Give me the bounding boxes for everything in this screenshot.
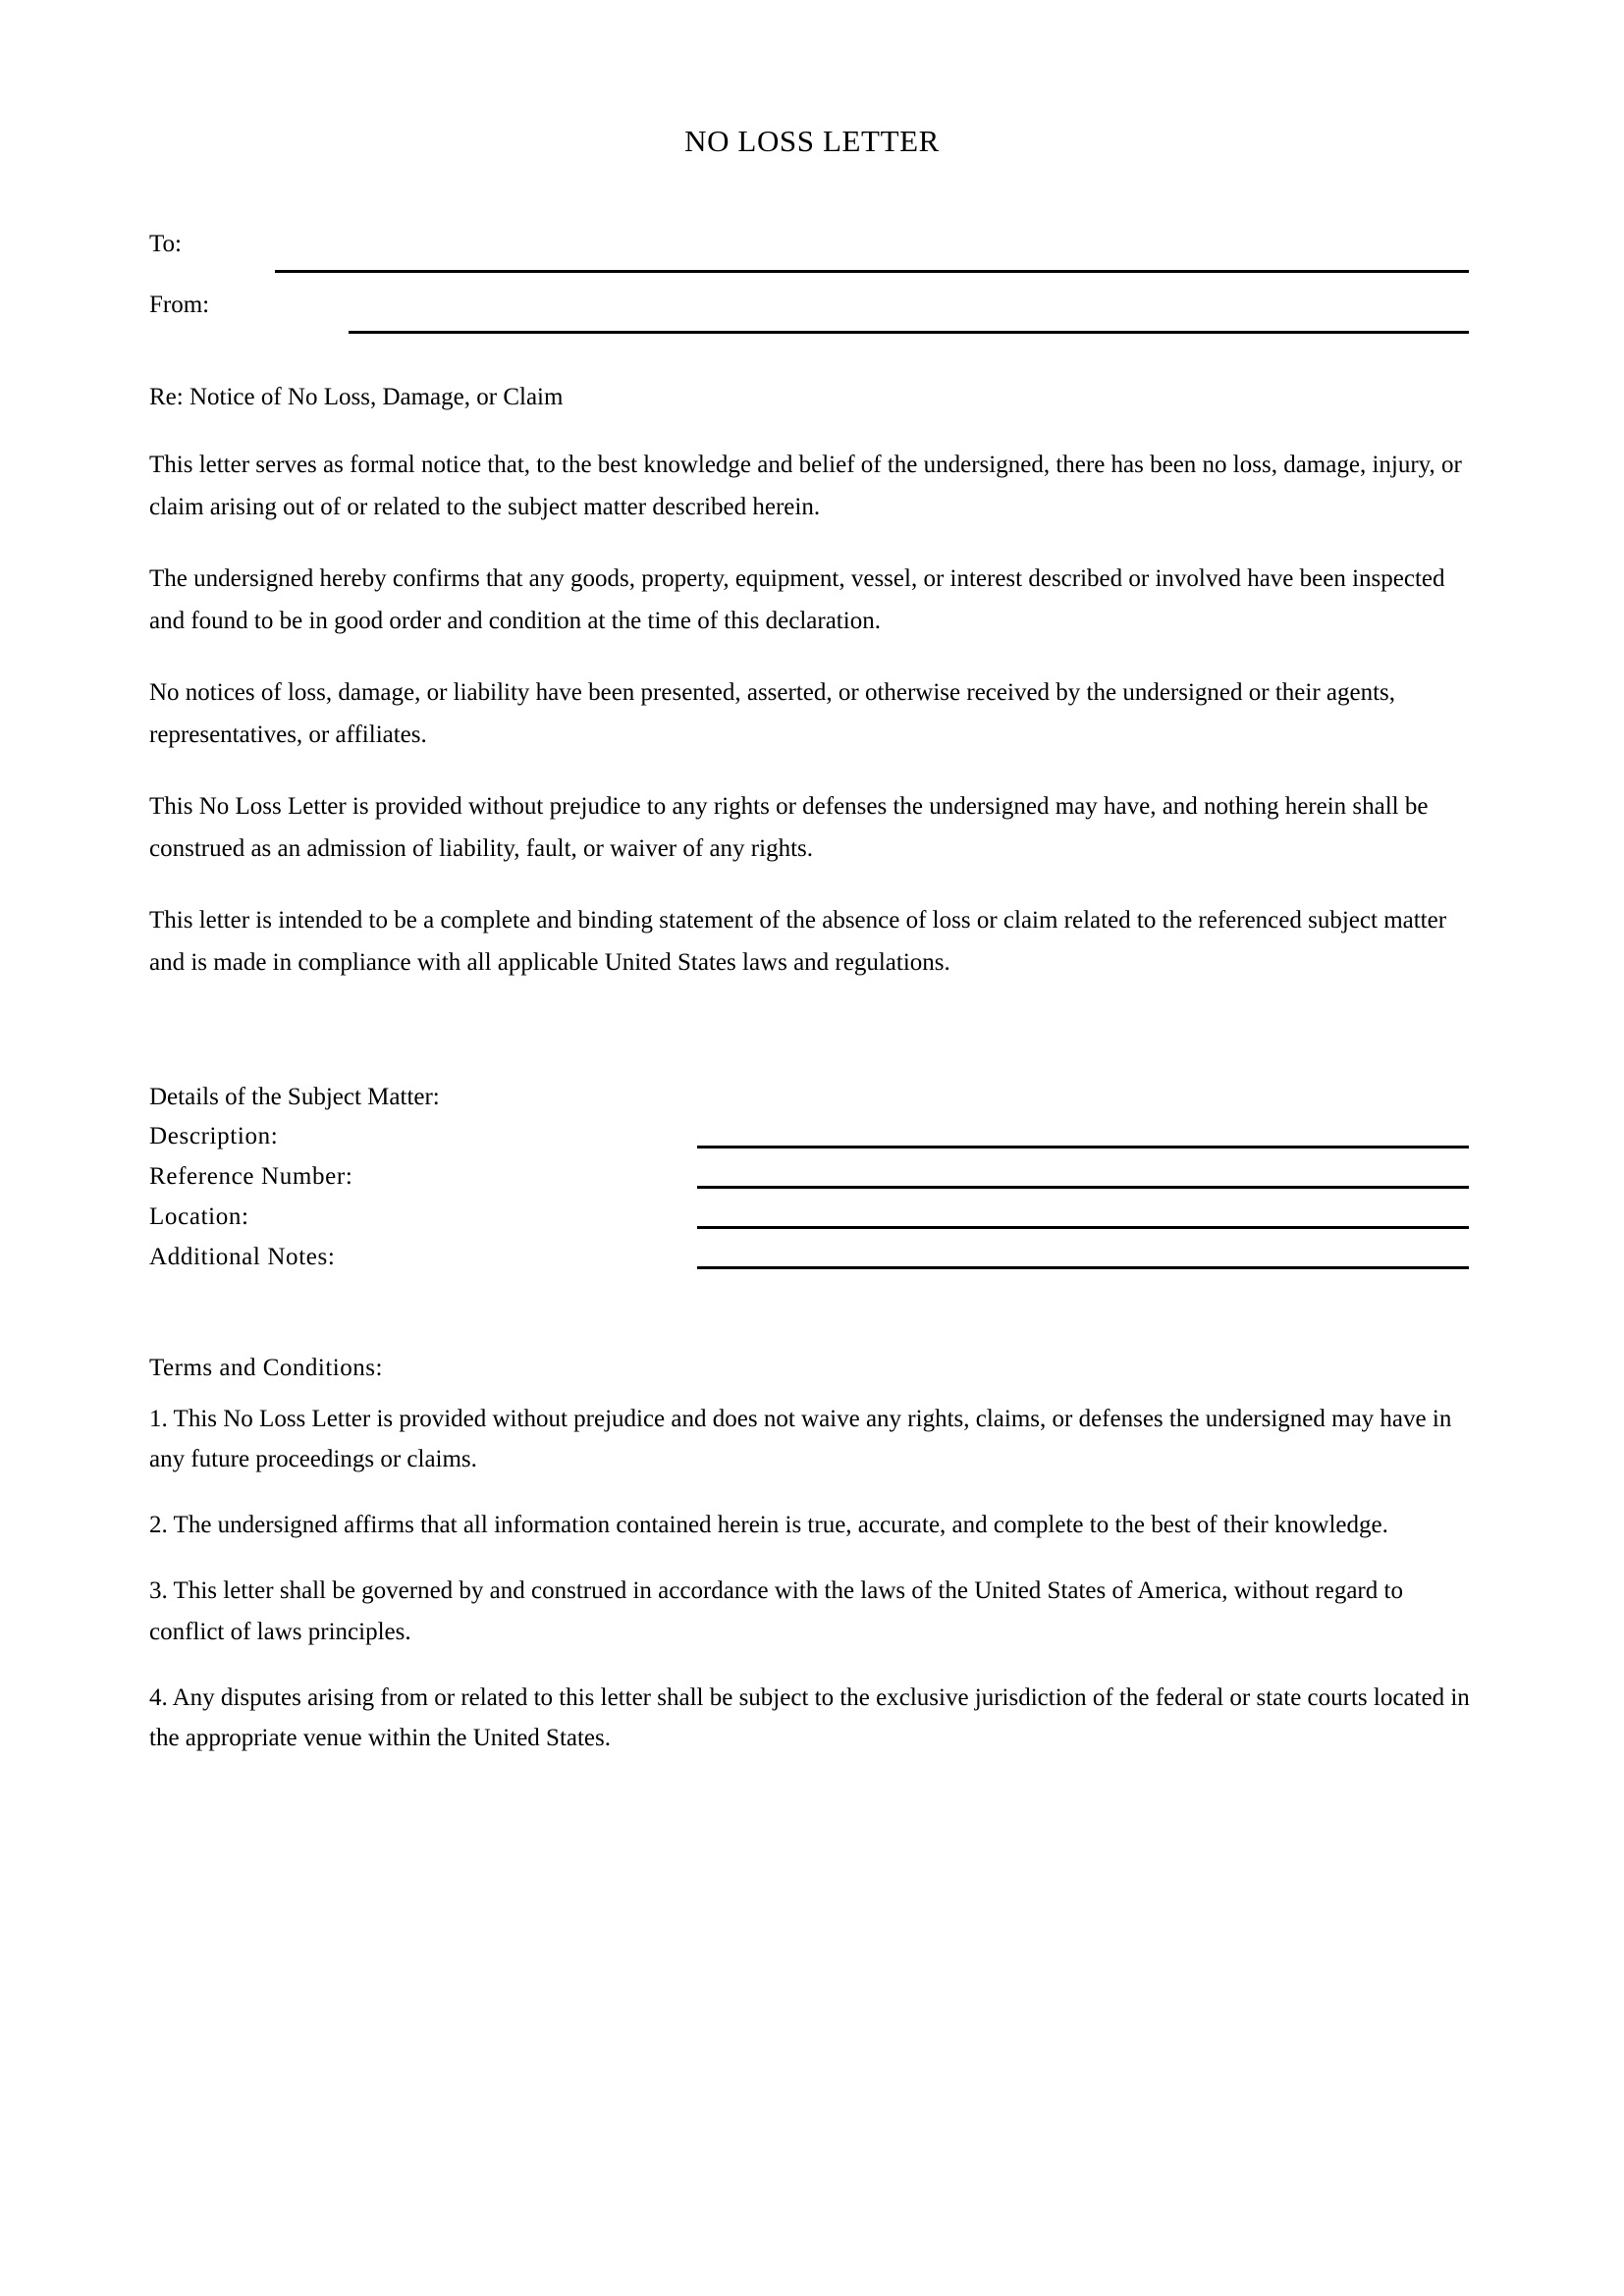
- details-heading: Details of the Subject Matter:: [149, 1083, 440, 1110]
- additional-notes-label: Additional Notes:: [149, 1244, 336, 1271]
- subject-line: Re: Notice of No Loss, Damage, or Claim: [149, 384, 564, 411]
- term-item: 2. The undersigned affirms that all information contained herein is true, accurate, and complete to the best of their knowledge.: [149, 1512, 1388, 1539]
- detail-row-description: [149, 1121, 1475, 1151]
- detail-row-reference-number: [149, 1161, 1475, 1192]
- location-input-line[interactable]: [697, 1226, 1469, 1229]
- terms-heading: Terms and Conditions:: [149, 1355, 383, 1382]
- from-input-line[interactable]: [349, 331, 1469, 334]
- term-item: 1. This No Loss Letter is provided without prejudice and does not waive any rights, claims, or defenses the undersigned may have in any future proceedings or claims.: [149, 1405, 1452, 1472]
- location-label: Location:: [149, 1203, 249, 1231]
- from-label: From:: [149, 292, 210, 319]
- to-label: To:: [149, 231, 182, 258]
- term-item: 3. This letter shall be governed by and construed in accordance with the laws of the United States of America, without regard to conflict of laws principles.: [149, 1577, 1403, 1645]
- body-paragraph: This letter is intended to be a complete and binding statement of the absence of loss or claim related to the referenced subject matter and is made in compliance with all applicable United States laws and regulations.: [149, 906, 1447, 976]
- terms-section: [149, 1353, 1475, 1758]
- from-row: [149, 291, 1475, 351]
- body-paragraph: This letter serves as formal notice that, to the best knowledge and belief of the undersigned, there has been no loss, damage, injury, or claim arising out of or related to the subject matter described herein.: [149, 451, 1462, 520]
- description-input-line[interactable]: [697, 1146, 1469, 1148]
- reference-number-input-line[interactable]: [697, 1186, 1469, 1189]
- page-title: NO LOSS LETTER: [684, 124, 940, 158]
- term-item: 4. Any disputes arising from or related to this letter shall be subject to the exclusive jurisdiction of the federal or state courts located in the appropriate venue within the United States.: [149, 1683, 1470, 1752]
- description-label: Description:: [149, 1123, 279, 1150]
- detail-row-additional-notes: [149, 1242, 1475, 1272]
- document-content: [149, 0, 1475, 1758]
- to-row: [149, 230, 1475, 291]
- address-block: [149, 230, 1475, 351]
- reference-number-label: Reference Number:: [149, 1163, 353, 1191]
- detail-row-location: [149, 1201, 1475, 1232]
- body-paragraph: No notices of loss, damage, or liability have been presented, asserted, or otherwise received by the undersigned or their agents, representatives, or affiliates.: [149, 678, 1396, 748]
- details-section: [149, 1082, 1475, 1272]
- to-input-line[interactable]: [275, 270, 1469, 273]
- additional-notes-input-line[interactable]: [697, 1266, 1469, 1269]
- body-paragraph: The undersigned hereby confirms that any goods, property, equipment, vessel, or interest described or involved have been inspected and found to be in good order and condition at the time of this declaration.: [149, 564, 1445, 634]
- body-paragraph: This No Loss Letter is provided without prejudice to any rights or defenses the undersigned may have, and nothing herein shall be construed as an admission of liability, fault, or waiver of any rights.: [149, 792, 1429, 862]
